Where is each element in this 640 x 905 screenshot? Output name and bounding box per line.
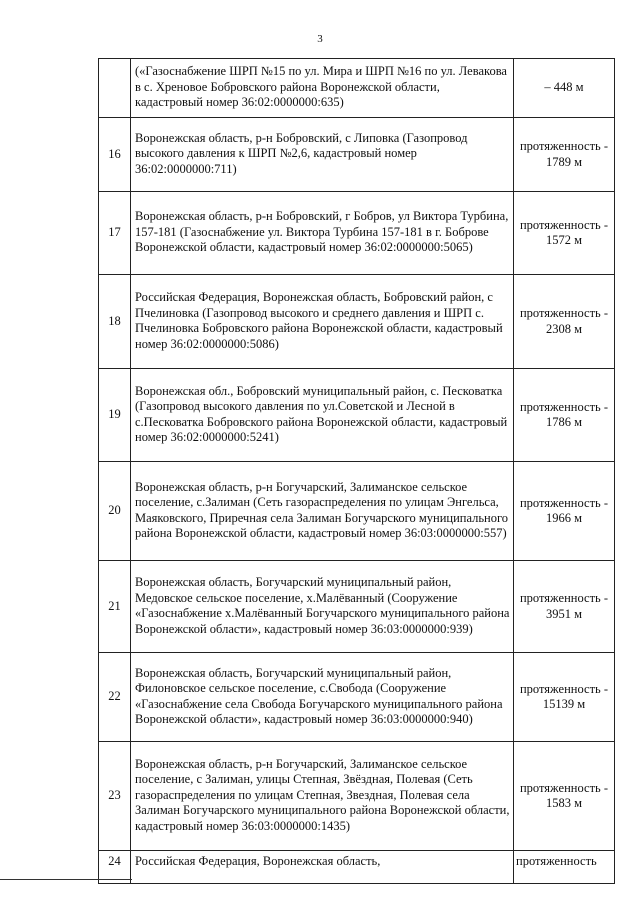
row-description: Воронежская область, Богучарский муниципальный район, Медовское сельское поселение, х.Малёванный (Сооружение «Газоснабжение х.Малёванный Богучарского муниципального района Воронежской области», кадастровый номер 36:03:0000000:939): [131, 561, 514, 653]
table-row: [99, 275, 615, 369]
row-number: 22: [99, 653, 131, 742]
row-number: 16: [99, 118, 131, 192]
row-description: Воронежская область, р-н Бобровский, г Бобров, ул Виктора Турбина, 157-181 (Газоснабжение ул. Виктора Турбина 157-181 в г. Боброве Воронежской области, кадастровый номер 36:02:0000000:5065): [131, 192, 514, 275]
row-description: Российская Федерация, Воронежская область, Бобровский район, с Пчелиновка (Газопровод высокого и среднего давления и ШРП с. Пчелиновка Бобровского района Воронежской области, кадастровый номер 36:02:0000000:5086): [131, 275, 514, 369]
row-length: протяженность - 3951 м: [514, 561, 615, 653]
row-number: 21: [99, 561, 131, 653]
row-length: протяженность - 1966 м: [514, 462, 615, 561]
row-number: 17: [99, 192, 131, 275]
row-number: 19: [99, 369, 131, 462]
page-number: 3: [317, 33, 323, 45]
row-description: Воронежская обл., Бобровский муниципальный район, с. Песковатка (Газопровод высокого давления по ул.Советской и Лесной в с.Песковатка Бобровского района Воронежской области, кадастровый номер 36:02:0000000:5241): [131, 369, 514, 462]
row-length: протяженность - 1786 м: [514, 369, 615, 462]
row-number: [99, 59, 131, 118]
row-length: – 448 м: [514, 59, 615, 118]
table-row: [99, 653, 615, 742]
table-row: [99, 462, 615, 561]
row-length: протяженность - 1583 м: [514, 742, 615, 851]
objects-table: [98, 58, 615, 884]
row-description: Воронежская область, р-н Богучарский, Залиманское сельское поселение, с.Залиман (Сеть газораспределения по улицам Энгельса, Маяковского, Приречная села Залиман Богучарского муниципального района Воронежской области, кадастровый номер 36:03:0000000:557): [131, 462, 514, 561]
row-number: 18: [99, 275, 131, 369]
table-row: [99, 118, 615, 192]
table-row: [99, 851, 615, 884]
row-description: Воронежская область, р-н Богучарский, Залиманское сельское поселение, с Залиман, улицы Степная, Звёздная, Полевая (Сеть газораспределения по улицам Степная, Звездная, Полевая села Залиман Богучарского муниципального района Воронежской области, кадастровый номер 36:03:0000000:1435): [131, 742, 514, 851]
row-number: 20: [99, 462, 131, 561]
footnote-separator-line: [0, 879, 132, 880]
row-description: Воронежская область, р-н Бобровский, с Липовка (Газопровод высокого давления к ШРП №2,6, кадастровый номер 36:02:0000000:711): [131, 118, 514, 192]
row-length: протяженность - 15139 м: [514, 653, 615, 742]
row-description: («Газоснабжение ШРП №15 по ул. Мира и ШРП №16 по ул. Левакова в с. Хреновое Бобровского района Воронежской области, кадастровый номер 36:02:0000000:635): [131, 59, 514, 118]
row-description: Российская Федерация, Воронежская область,: [131, 851, 514, 884]
row-length: протяженность: [514, 851, 615, 884]
row-number: 23: [99, 742, 131, 851]
row-length: протяженность - 1789 м: [514, 118, 615, 192]
table-row: [99, 59, 615, 118]
row-length: протяженность - 1572 м: [514, 192, 615, 275]
table-row: [99, 192, 615, 275]
row-description: Воронежская область, Богучарский муниципальный район, Филоновское сельское поселение, с.Свобода (Сооружение «Газоснабжение села Свобода Богучарского муниципального района Воронежской области», кадастровый номер 36:03:0000000:940): [131, 653, 514, 742]
row-number: 24: [99, 851, 131, 884]
table-row: [99, 561, 615, 653]
table-row: [99, 369, 615, 462]
table-row: [99, 742, 615, 851]
row-length: протяженность - 2308 м: [514, 275, 615, 369]
